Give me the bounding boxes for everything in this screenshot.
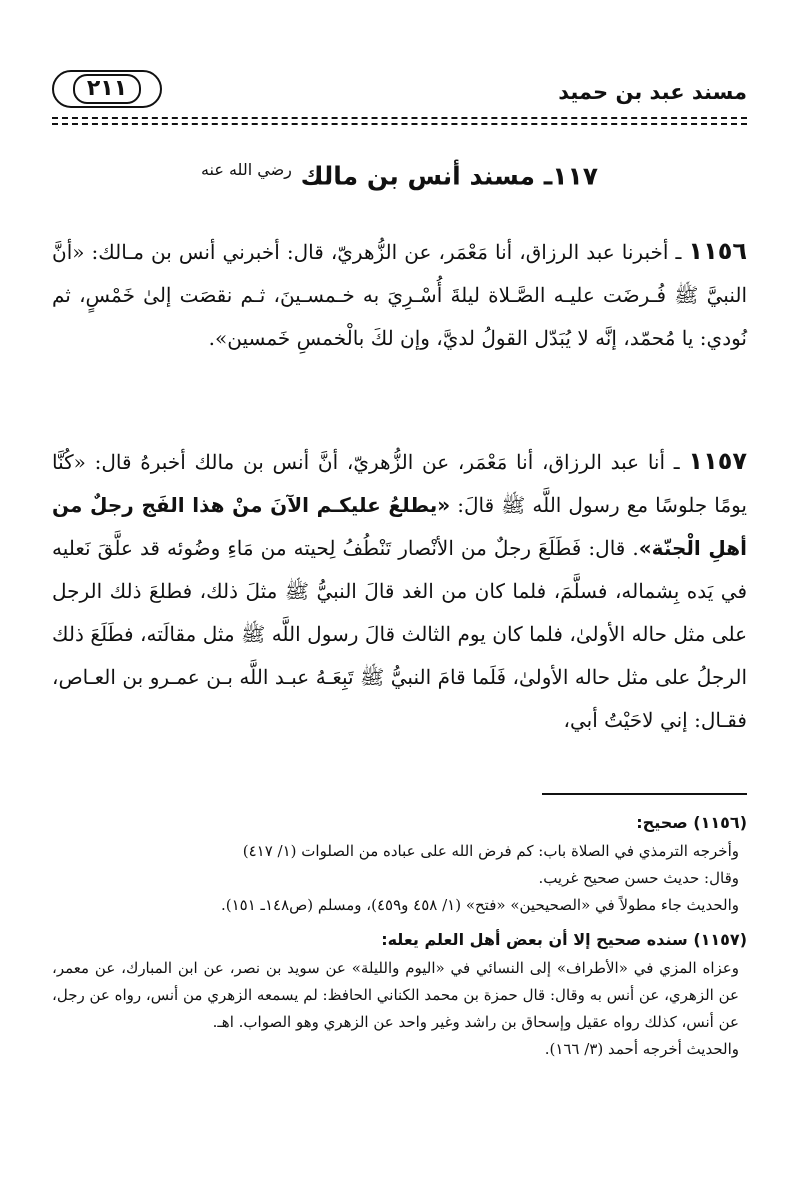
running-header: [52, 70, 747, 120]
hadith-number: ١١٥٧: [688, 447, 748, 475]
book-title: مسند عبد بن حميد: [558, 80, 747, 104]
hadith-text: ـ أنا عبد الرزاق، أنا مَعْمَر، عن الزُّهريّ، أنَّ أنس بن مالك أخبرهُ قال: «كُنَّا يومًا جلوسًا مع رسول اللَّه ﷺ قالَ:: [52, 450, 747, 517]
footnotes: [52, 808, 747, 1063]
footnote-1157: [52, 925, 747, 1063]
hadith-1156: [52, 230, 747, 360]
hadith-number: ١١٥٦: [688, 237, 748, 265]
prophetic-saying: «يطلعُ عليكـم الآنَ منْ هذا الفَج رجلٌ من أهلِ الْجنّة»: [52, 493, 747, 560]
footnote-line: والحديث أخرجه أحمد (٣/ ١٦٦).: [544, 1040, 739, 1058]
footnote-divider: [542, 793, 747, 795]
page-number-badge: [52, 70, 162, 108]
footnote-heading: (١١٥٦) صحيح:: [636, 813, 747, 832]
header-divider: [52, 117, 747, 119]
hadith-text: ـ أخبرنا عبد الرزاق، أنا مَعْمَر، عن الزُّهريّ، قال: أخبرني أنس بن مـالك: «أنَّ النبيَّ ﷺ فُـرضَت عليـه الصَّـلاة ليلةَ أُسْـرِيَ به خـمسـينَ، ثـم نقصَت إلىٰ خَمْسٍ، ثم نُودي: يا مُحمّد، إنَّه لا يُبَدّل القولُ لديَّ، وإن لكَ بالْخمسِ خَمسين».: [52, 240, 747, 350]
footnote-line: والحديث جاء مطولاً في «الصحيحين» «فتح» (١/ ٤٥٨ و٤٥٩)، ومسلم (ص١٤٨ـ ١٥١).: [220, 896, 739, 914]
chapter-heading: [52, 160, 747, 190]
book-page: [52, 70, 747, 1185]
header-divider: [52, 123, 747, 125]
page-number: ٢١١: [73, 74, 141, 104]
footnote-1156: [52, 808, 747, 919]
footnote-line: وقال: حديث حسن صحيح غريب.: [538, 869, 739, 887]
footnote-line: وأخرجه الترمذي في الصلاة باب: كم فرض الله على عباده من الصلوات (١/ ٤١٧): [242, 842, 739, 860]
honorific: رضي الله عنه: [200, 160, 292, 179]
footnote-heading: (١١٥٧) سنده صحيح إلا أن بعض أهل العلم يعله:: [381, 930, 747, 949]
hadith-text: . قال: فَطَلَعَ رجلٌ من الأنْصار تَنْطُفُ لِحيته من مَاءِ وضُوئه قد علَّقَ نَعليه في يَده بِشماله، فسلَّمَ، فلما كان من الغد قالَ النبيُّ ﷺ مثلَ ذلك، فطلعَ ذلك الرجل على مثل حاله الأولىٰ، فلما كان يوم الثالث قالَ رسول اللَّه ﷺ مثل مقالَته، فطَلَعَ ذلك الرجلُ على مثل حاله الأولىٰ، فَلَما قامَ النبيُّ ﷺ تَبِعَـهُ عبـد اللَّه بـن عمـرو بن العـاص، فقـال: إني لاحَيْتُ أبي،: [52, 536, 747, 732]
hadith-1157: [52, 440, 747, 742]
chapter-title: ١١٧ـ مسند أنس بن مالك: [300, 161, 599, 191]
footnote-line: وعزاه المزي في «الأطراف» إلى النسائي في «اليوم والليلة» عن سويد بن نصر، عن ابن المبارك، عن معمر، عن الزهري، عن أنس به وقال: قال حمزة بن محمد الكناني الحافظ: لم يسمعه الزهري من أنس، رواه عن رجل، عن أنس، كذلك رواه عقيل وإسحاق بن راشد وغير واحد عن الزهري وهو الصواب. اهـ.: [52, 959, 739, 1031]
